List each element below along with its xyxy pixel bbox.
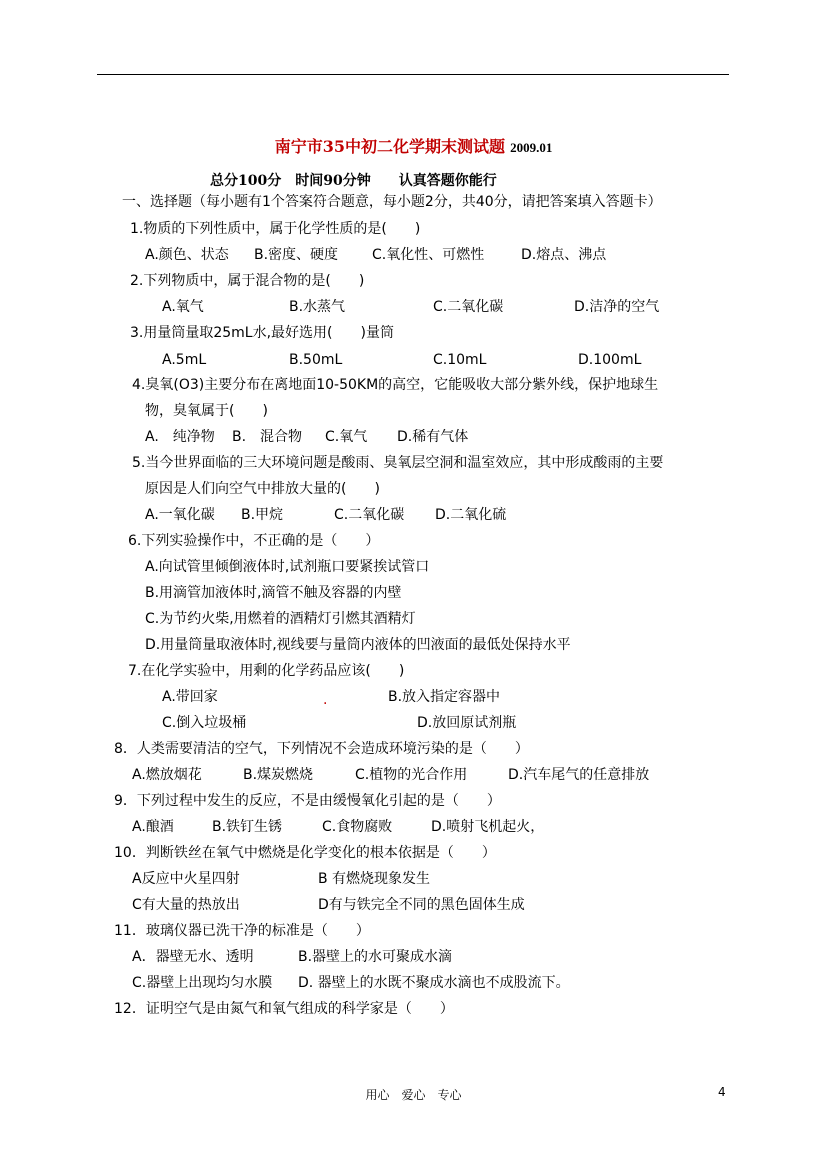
q1-option-c: C.氧化性、可燃性 bbox=[372, 247, 485, 263]
title-date: 2009.01 bbox=[510, 140, 553, 155]
q5-option-b: B.甲烷 bbox=[241, 507, 284, 523]
q6-option-b: B.用滴管加液体时,滴管不触及容器的内壁 bbox=[145, 585, 402, 601]
q9-option-a: A.酿酒 bbox=[132, 819, 174, 835]
q11-option-a: A．器壁无水、透明 bbox=[132, 949, 254, 965]
question-8: 8．人类需要清洁的空气，下列情况不会造成环境污染的是（ ） bbox=[114, 741, 529, 757]
q4-option-d: D.稀有气体 bbox=[397, 429, 469, 445]
question-2: 2.下列物质中，属于混合物的是( ) bbox=[130, 273, 365, 289]
page-number: 4 bbox=[718, 1085, 726, 1099]
q8-option-a: A.燃放烟花 bbox=[132, 767, 202, 783]
q1-option-a: A.颜色、状态 bbox=[145, 247, 229, 263]
question-3: 3.用量筒量取25mL水,最好选用( )量筒 bbox=[130, 325, 394, 341]
title-main: 南宁市35中初二化学期末测试题 bbox=[274, 137, 505, 156]
q3-option-a: A.5mL bbox=[162, 352, 207, 368]
question-1: 1.物质的下列性质中，属于化学性质的是( ) bbox=[130, 221, 421, 237]
q3-option-d: D.100mL bbox=[578, 352, 642, 368]
q10-option-d: D有与铁完全不同的黑色固体生成 bbox=[318, 897, 525, 913]
question-5-cont: 原因是人们向空气中排放大量的( ) bbox=[145, 481, 380, 497]
q3-option-b: B.50mL bbox=[289, 352, 343, 368]
question-12: 12．证明空气是由氮气和氧气组成的科学家是（ ） bbox=[114, 1001, 454, 1017]
q6-option-d: D.用量筒量取液体时,视线要与量筒内液体的凹液面的最低处保持水平 bbox=[145, 637, 571, 653]
q8-option-d: D.汽车尾气的任意排放 bbox=[508, 767, 650, 783]
question-9: 9．下列过程中发生的反应，不是由缓慢氧化引起的是（ ） bbox=[114, 793, 501, 809]
header-rule bbox=[97, 74, 729, 75]
section-heading: 一、选择题（每小题有1个答案符合题意，每小题2分，共40分，请把答案填入答题卡） bbox=[122, 194, 662, 210]
q2-option-d: D.洁净的空气 bbox=[574, 299, 660, 315]
q8-option-b: B.煤炭燃烧 bbox=[243, 767, 314, 783]
q7-option-a: A.带回家 bbox=[162, 689, 218, 705]
q1-option-b: B.密度、硬度 bbox=[254, 247, 339, 263]
q9-option-d: D.喷射飞机起火， bbox=[431, 819, 545, 835]
q7-option-d: D.放回原试剂瓶 bbox=[417, 715, 517, 731]
q10-option-c: C有大量的热放出 bbox=[132, 897, 240, 913]
q8-option-c: C.植物的光合作用 bbox=[355, 767, 468, 783]
q4-option-a: A. 纯净物 bbox=[145, 429, 215, 445]
q5-option-c: C.二氧化碳 bbox=[334, 507, 405, 523]
exam-title bbox=[0, 137, 827, 158]
q2-option-a: A.氧气 bbox=[162, 299, 204, 315]
q4-option-c: C.氧气 bbox=[325, 429, 368, 445]
q11-option-b: B.器壁上的水可聚成水滴 bbox=[298, 949, 453, 965]
q10-option-a: A反应中火星四射 bbox=[132, 871, 240, 887]
q2-option-b: B.水蒸气 bbox=[289, 299, 346, 315]
q9-option-b: B.铁钉生锈 bbox=[212, 819, 283, 835]
q7-option-c: C.倒入垃圾桶 bbox=[162, 715, 247, 731]
question-6: 6.下列实验操作中，不正确的是（ ） bbox=[128, 533, 380, 549]
stray-dot: . bbox=[323, 692, 328, 708]
question-11: 11．玻璃仪器已洗干净的标准是（ ） bbox=[114, 923, 370, 939]
q3-option-c: C.10mL bbox=[433, 352, 487, 368]
q11-option-d: D. 器壁上的水既不聚成水滴也不成股流下。 bbox=[298, 975, 570, 991]
exam-subtitle: 总分100分 时间90分钟 认真答题你能行 bbox=[210, 173, 497, 189]
q5-option-a: A.一氧化碳 bbox=[145, 507, 215, 523]
q4-option-b: B. 混合物 bbox=[232, 429, 303, 445]
q7-option-b: B.放入指定容器中 bbox=[388, 689, 501, 705]
q10-option-b: B 有燃烧现象发生 bbox=[318, 871, 431, 887]
question-4: 4.臭氧(O3)主要分布在离地面10-50KM的高空，它能吸收大部分紫外线，保护地球生 bbox=[132, 377, 659, 393]
question-5: 5.当今世界面临的三大环境问题是酸雨、臭氧层空洞和温室效应，其中形成酸雨的主要 bbox=[132, 455, 664, 471]
q2-option-c: C.二氧化碳 bbox=[433, 299, 504, 315]
question-4-cont: 物，臭氧属于( ) bbox=[145, 403, 268, 419]
q5-option-d: D.二氧化硫 bbox=[435, 507, 507, 523]
q6-option-a: A.向试管里倾倒液体时,试剂瓶口要紧挨试管口 bbox=[145, 559, 430, 575]
question-10: 10．判断铁丝在氧气中燃烧是化学变化的根本依据是（ ） bbox=[114, 845, 496, 861]
question-7: 7.在化学实验中，用剩的化学药品应该( ) bbox=[128, 663, 405, 679]
q9-option-c: C.食物腐败 bbox=[322, 819, 393, 835]
q1-option-d: D.熔点、沸点 bbox=[521, 247, 607, 263]
q6-option-c: C.为节约火柴,用燃着的酒精灯引燃其酒精灯 bbox=[145, 611, 416, 627]
footer-text: 用心 爱心 专心 bbox=[365, 1088, 462, 1102]
q11-option-c: C.器壁上出现均匀水膜 bbox=[132, 975, 273, 991]
